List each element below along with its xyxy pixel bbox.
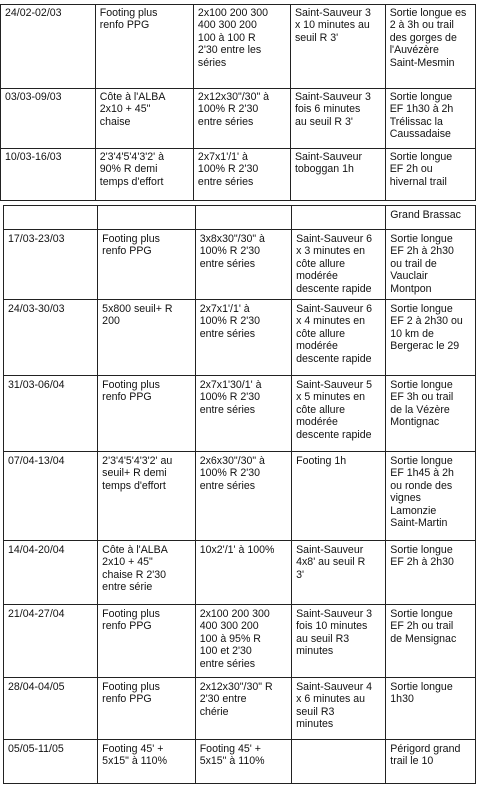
session-3-cell: Saint-Sauveur 6 x 4 minutes en côte allure modérée descente rapide <box>292 300 386 376</box>
week-dates-cell: 17/03-23/03 <box>4 230 98 300</box>
week-dates-cell: 10/03-16/03 <box>1 149 96 201</box>
long-run-cell: Périgord grand trail le 10 <box>386 740 476 784</box>
session-2-cell: Footing 45' + 5x15" à 110% <box>195 740 291 784</box>
session-2-cell: 2x12x30"/30" R 2'30 entre chérie <box>195 678 291 740</box>
long-run-cell: Sortie longue EF 2h ou hivernal trail <box>385 149 475 201</box>
table-row <box>4 740 476 784</box>
session-1-cell: Footing plus renfo PPG <box>98 230 196 300</box>
long-run-cell: Sortie longue EF 1h30 à 2h Trélissac la Caussadaise <box>385 89 475 149</box>
session-3-cell: Saint-Sauveur 3 x 10 minutes au seuil R 3' <box>290 5 385 89</box>
session-2-cell: 2x7x1'/1' à 100% R 2'30 entre séries <box>193 149 290 201</box>
session-3-cell: Saint-Sauveur 3 fois 6 minutes au seuil R 3' <box>290 89 385 149</box>
long-run-cell: Sortie longue EF 3h ou trail de la Vézère Montignac <box>386 376 476 452</box>
session-2-cell: 2x12x30"/30" à 100% R 2'30 entre séries <box>193 89 290 149</box>
session-2-cell: 2x100 200 300 400 300 200 100 à 95% R 100 et 2'30 entre séries <box>195 605 291 678</box>
table-row <box>4 541 476 605</box>
session-1-cell: 5x800 seuil+ R 200 <box>98 300 196 376</box>
table-row <box>4 452 476 541</box>
session-1-cell: Footing plus renfo PPG <box>98 605 196 678</box>
session-3-cell: Footing 1h <box>292 452 386 541</box>
table-row <box>4 206 476 230</box>
session-1-cell: 2'3'4'5'4'3'2' au seuil+ R demi temps d'effort <box>98 452 196 541</box>
training-plan-table-bottom <box>3 205 476 784</box>
long-run-cell: Sortie longue 1h30 <box>386 678 476 740</box>
long-run-cell: Sortie longue EF 2 à 2h30 ou 10 km de Bergerac le 29 <box>386 300 476 376</box>
long-run-cell: Sortie longue EF 2h à 2h30 ou trail de Vauclair Montpon <box>386 230 476 300</box>
session-2-cell: 2x7x1'30/1' à 100% R 2'30 entre séries <box>195 376 291 452</box>
table-row <box>1 89 476 149</box>
week-dates-cell: 31/03-06/04 <box>4 376 98 452</box>
session-2-cell: 2x6x30"/30" à 100% R 2'30 entre séries <box>195 452 291 541</box>
table-row <box>1 5 476 89</box>
long-run-cell: Grand Brassac <box>386 206 476 230</box>
week-dates-cell: 07/04-13/04 <box>4 452 98 541</box>
session-3-cell: Saint-Sauveur 5 x 5 minutes en côte allure modérée descente rapide <box>292 376 386 452</box>
session-3-cell <box>292 206 386 230</box>
week-dates-cell: 21/04-27/04 <box>4 605 98 678</box>
session-3-cell: Saint-Sauveur 3 fois 10 minutes au seuil R3 minutes <box>292 605 386 678</box>
session-2-cell <box>195 206 291 230</box>
week-dates-cell: 14/04-20/04 <box>4 541 98 605</box>
week-dates-cell: 24/02-02/03 <box>1 5 96 89</box>
training-plan-table-top <box>0 4 476 201</box>
session-2-cell: 3x8x30"/30" à 100% R 2'30 entre séries <box>195 230 291 300</box>
session-2-cell: 2x7x1'/1' à 100% R 2'30 entre séries <box>195 300 291 376</box>
session-1-cell: Côte à l'ALBA 2x10 + 45" chaise <box>95 89 193 149</box>
session-3-cell <box>292 740 386 784</box>
session-1-cell: Footing 45' + 5x15" à 110% <box>98 740 196 784</box>
session-1-cell: Côte à l'ALBA 2x10 + 45" chaise R 2'30 entre série <box>98 541 196 605</box>
table-row <box>1 149 476 201</box>
week-dates-cell: 05/05-11/05 <box>4 740 98 784</box>
table-row <box>4 376 476 452</box>
session-2-cell: 2x100 200 300 400 300 200 100 à 100 R 2'30 entre les séries <box>193 5 290 89</box>
long-run-cell: Sortie longue EF 2h ou trail de Mensignac <box>386 605 476 678</box>
table-row <box>4 230 476 300</box>
week-dates-cell: 28/04-04/05 <box>4 678 98 740</box>
session-2-cell: 10x2'/1' à 100% <box>195 541 291 605</box>
week-dates-cell <box>4 206 98 230</box>
session-3-cell: Saint-Sauveur 4 x 6 minutes au seuil R3 minutes <box>292 678 386 740</box>
long-run-cell: Sortie longue es 2 à 3h ou trail des gorges de l'Auvézère Saint-Mesmin <box>385 5 475 89</box>
session-3-cell: Saint-Sauveur 6 x 3 minutes en côte allure modérée descente rapide <box>292 230 386 300</box>
session-1-cell: 2'3'4'5'4'3'2' à 90% R demi temps d'effort <box>95 149 193 201</box>
session-1-cell: Footing plus renfo PPG <box>98 678 196 740</box>
week-dates-cell: 03/03-09/03 <box>1 89 96 149</box>
table-row <box>4 605 476 678</box>
long-run-cell: Sortie longue EF 1h45 à 2h ou ronde des vignes Lamonzie Saint-Martin <box>386 452 476 541</box>
session-1-cell <box>98 206 196 230</box>
table-row <box>4 678 476 740</box>
week-dates-cell: 24/03-30/03 <box>4 300 98 376</box>
table-row <box>4 300 476 376</box>
session-1-cell: Footing plus renfo PPG <box>98 376 196 452</box>
session-1-cell: Footing plus renfo PPG <box>95 5 193 89</box>
session-3-cell: Saint-Sauveur 4x8' au seuil R 3' <box>292 541 386 605</box>
long-run-cell: Sortie longue EF 2h à 2h30 <box>386 541 476 605</box>
session-3-cell: Saint-Sauveur toboggan 1h <box>290 149 385 201</box>
